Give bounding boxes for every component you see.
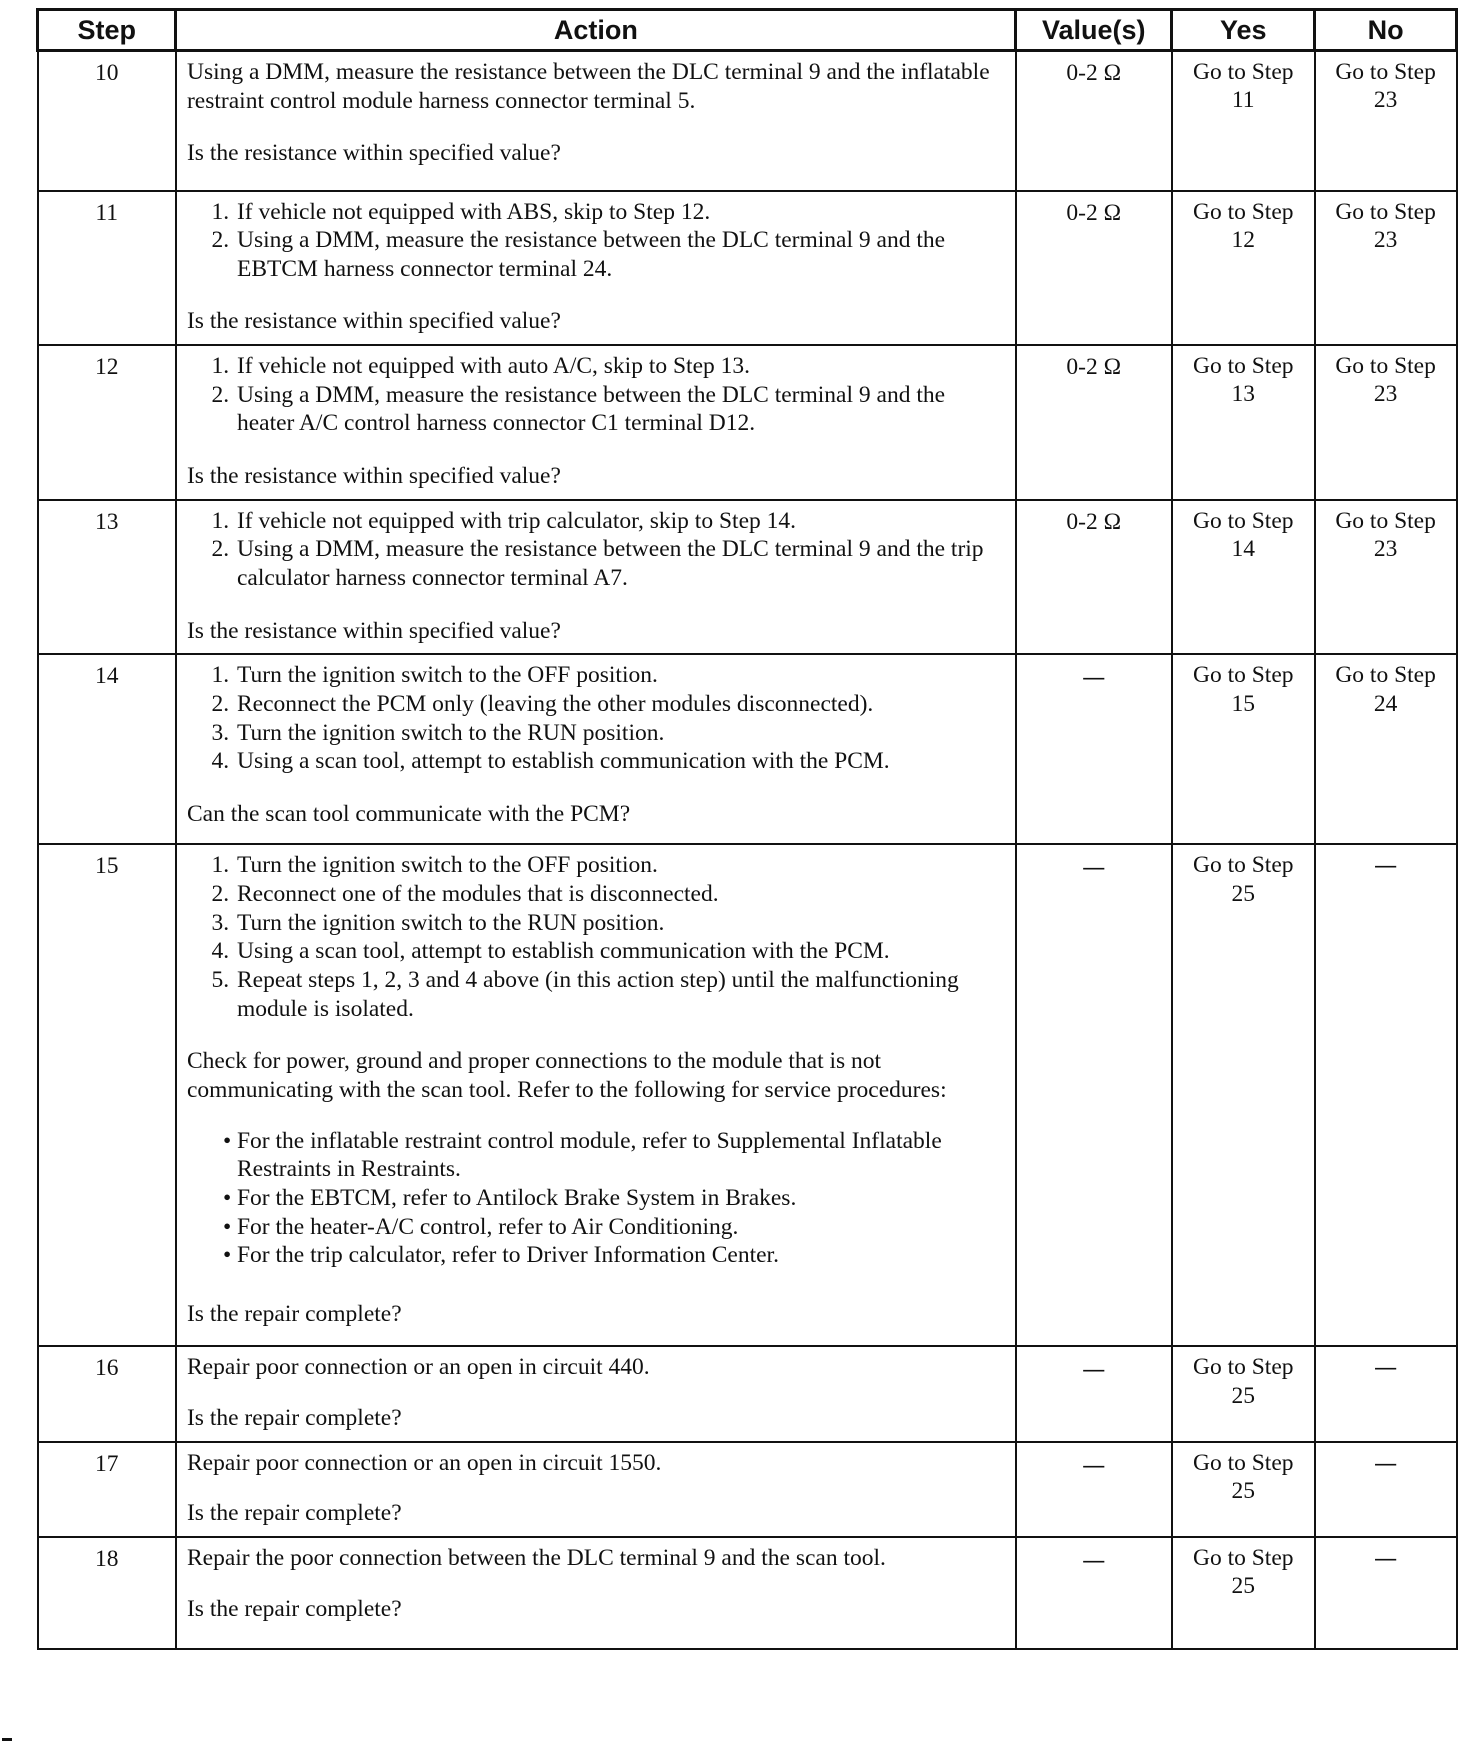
yes-text: Go to Step xyxy=(1192,59,1294,85)
yes-cell xyxy=(1172,345,1315,500)
value-cell: — xyxy=(1016,844,1172,1346)
action-question: Is the resistance within specified value? xyxy=(186,617,561,644)
action-step: 2. Reconnect one of the modules that is disconnected. xyxy=(235,880,1005,909)
action-cell xyxy=(176,500,1016,655)
header-row xyxy=(38,10,1457,51)
action-question: Is the repair complete? xyxy=(186,1595,402,1622)
action-step: 1. Turn the ignition switch to the OFF position. xyxy=(235,661,1005,690)
action-cell xyxy=(176,345,1016,500)
no-step: 23 xyxy=(1373,535,1398,562)
table-row xyxy=(38,1442,1457,1537)
no-text: — xyxy=(1373,1353,1398,1382)
step-number: 18 xyxy=(38,1537,176,1649)
yes-step: 25 xyxy=(1231,1382,1255,1409)
no-text: — xyxy=(1373,851,1398,880)
no-step: 24 xyxy=(1373,690,1398,717)
action-step: 1. If vehicle not equipped with ABS, skip to Step 12. xyxy=(235,198,1005,227)
step-number: 10 xyxy=(38,51,176,191)
action-text: Repair poor connection or an open in circuit 440. xyxy=(186,1354,650,1381)
reference-item: • For the trip calculator, refer to Driver Information Center. xyxy=(223,1241,1005,1270)
header-values: Value(s) xyxy=(1016,10,1172,51)
no-step: 23 xyxy=(1373,87,1398,114)
reference-list xyxy=(187,1127,1005,1270)
reference-item: • For the heater-A/C control, refer to Air Conditioning. xyxy=(223,1213,1005,1242)
yes-step: 13 xyxy=(1231,381,1255,408)
action-step: 1. If vehicle not equipped with auto A/C, skip to Step 13. xyxy=(235,352,1005,381)
action-step: 4. Using a scan tool, attempt to establish communication with the PCM. xyxy=(235,747,1005,776)
yes-step: 11 xyxy=(1231,87,1255,114)
yes-text: Go to Step xyxy=(1192,198,1294,225)
action-steps xyxy=(187,851,1005,1023)
no-cell xyxy=(1315,844,1457,1346)
action-step: 1. If vehicle not equipped with trip calculator, skip to Step 14. xyxy=(235,507,1005,536)
step-number: 13 xyxy=(38,500,176,655)
action-question: Is the repair complete? xyxy=(186,1500,402,1527)
yes-text: Go to Step xyxy=(1192,353,1294,380)
yes-step: 14 xyxy=(1231,535,1255,562)
value-cell: — xyxy=(1016,1442,1172,1537)
action-cell xyxy=(176,1346,1016,1441)
header-step: Step xyxy=(38,10,176,51)
action-cell xyxy=(176,51,1016,191)
value-cell: 0-2 Ω xyxy=(1016,191,1172,346)
action-step: 5. Repeat steps 1, 2, 3 and 4 above (in this action step) until the malfunctioning module is isolated. xyxy=(235,966,1005,1023)
yes-cell xyxy=(1172,500,1315,655)
step-number: 11 xyxy=(38,191,176,346)
table-row xyxy=(38,500,1457,655)
no-text: Go to Step xyxy=(1335,662,1436,689)
action-steps xyxy=(187,507,1005,593)
table-row xyxy=(38,844,1457,1346)
no-text: Go to Step xyxy=(1335,507,1436,534)
no-text: — xyxy=(1373,1448,1398,1477)
action-step: 3. Turn the ignition switch to the RUN position. xyxy=(235,719,1005,748)
yes-step: 25 xyxy=(1231,1477,1255,1504)
action-cell xyxy=(176,844,1016,1346)
no-cell xyxy=(1315,500,1457,655)
step-number: 14 xyxy=(38,654,176,844)
yes-cell xyxy=(1172,191,1315,346)
value-cell: 0-2 Ω xyxy=(1016,500,1172,655)
action-step: 2. Using a DMM, measure the resistance between the DLC terminal 9 and the EBTCM harness connector terminal 24. xyxy=(235,226,1005,283)
step-number: 17 xyxy=(38,1442,176,1537)
action-step: 3. Turn the ignition switch to the RUN position. xyxy=(235,909,1005,938)
step-number: 16 xyxy=(38,1346,176,1441)
action-step: 4. Using a scan tool, attempt to establish communication with the PCM. xyxy=(235,937,1005,966)
no-step: 23 xyxy=(1373,381,1398,408)
action-text: Repair the poor connection between the DLC terminal 9 and the scan tool. xyxy=(186,1545,886,1571)
table-row xyxy=(38,1346,1457,1441)
yes-cell xyxy=(1172,844,1315,1346)
yes-text: Go to Step xyxy=(1192,852,1294,879)
step-number: 12 xyxy=(38,345,176,500)
yes-step: 25 xyxy=(1231,880,1255,907)
action-cell xyxy=(176,1442,1016,1537)
action-question: Is the resistance within specified value? xyxy=(186,140,561,167)
table-row xyxy=(38,1537,1457,1649)
action-steps xyxy=(187,661,1005,776)
action-question: Can the scan tool communicate with the PCM? xyxy=(186,801,631,827)
no-cell xyxy=(1315,1442,1457,1537)
action-step: 2. Reconnect the PCM only (leaving the other modules disconnected). xyxy=(235,690,1005,719)
action-step: 1. Turn the ignition switch to the OFF position. xyxy=(235,851,1005,880)
action-cell xyxy=(176,654,1016,844)
diagnostic-table-page xyxy=(36,8,1458,1650)
no-text: Go to Step xyxy=(1335,353,1436,380)
step-number: 15 xyxy=(38,844,176,1346)
action-step: 2. Using a DMM, measure the resistance between the DLC terminal 9 and the heater A/C control harness connector C1 terminal D12. xyxy=(235,381,1005,438)
action-text: Using a DMM, measure the resistance between the DLC terminal 9 and the inflatable restraint control module harness connector terminal 5. xyxy=(186,59,990,114)
scan-mark xyxy=(2,1738,12,1741)
yes-text: Go to Step xyxy=(1192,662,1294,689)
no-cell xyxy=(1315,345,1457,500)
yes-cell xyxy=(1172,1537,1315,1649)
action-question: Is the resistance within specified value? xyxy=(186,308,561,335)
yes-step: 12 xyxy=(1231,226,1255,253)
reference-item: • For the EBTCM, refer to Antilock Brake System in Brakes. xyxy=(223,1184,1005,1213)
action-question: Is the repair complete? xyxy=(186,1405,402,1432)
action-question: Is the repair complete? xyxy=(186,1300,402,1327)
yes-text: Go to Step xyxy=(1192,1354,1294,1381)
action-text: Repair poor connection or an open in circuit 1550. xyxy=(186,1449,662,1476)
no-cell xyxy=(1315,654,1457,844)
action-cell xyxy=(176,1537,1016,1649)
yes-step: 15 xyxy=(1231,690,1255,717)
value-cell: 0-2 Ω xyxy=(1016,345,1172,500)
yes-cell xyxy=(1172,1442,1315,1537)
value-cell: — xyxy=(1016,1346,1172,1441)
value-cell: 0-2 Ω xyxy=(1016,51,1172,191)
value-cell: — xyxy=(1016,1537,1172,1649)
header-yes: Yes xyxy=(1172,10,1315,51)
yes-step: 25 xyxy=(1231,1573,1255,1600)
value-cell: — xyxy=(1016,654,1172,844)
yes-text: Go to Step xyxy=(1192,1449,1294,1476)
table-row xyxy=(38,345,1457,500)
action-cell xyxy=(176,191,1016,346)
action-steps xyxy=(187,198,1005,284)
action-question: Is the resistance within specified value? xyxy=(186,463,561,490)
yes-cell xyxy=(1172,51,1315,191)
table-row xyxy=(38,191,1457,346)
action-note: Check for power, ground and proper connections to the module that is not communicating with the scan tool. Refer to the following for service procedures: xyxy=(186,1048,947,1103)
no-cell xyxy=(1315,1537,1457,1649)
no-cell xyxy=(1315,191,1457,346)
yes-cell xyxy=(1172,654,1315,844)
diagnostic-table xyxy=(36,8,1458,1650)
no-text: Go to Step xyxy=(1335,198,1436,225)
table-row xyxy=(38,51,1457,191)
action-step: 2. Using a DMM, measure the resistance between the DLC terminal 9 and the trip calculator harness connector terminal A7. xyxy=(235,535,1005,592)
table-row xyxy=(38,654,1457,844)
reference-item: • For the inflatable restraint control module, refer to Supplemental Inflatable Restraints in Restraints. xyxy=(223,1127,1005,1184)
no-text: Go to Step xyxy=(1335,59,1436,85)
no-cell xyxy=(1315,1346,1457,1441)
no-cell xyxy=(1315,51,1457,191)
header-action: Action xyxy=(176,10,1016,51)
header-no: No xyxy=(1315,10,1457,51)
yes-text: Go to Step xyxy=(1192,1545,1294,1571)
yes-cell xyxy=(1172,1346,1315,1441)
no-step: 23 xyxy=(1373,226,1398,253)
yes-text: Go to Step xyxy=(1192,507,1294,534)
no-text: — xyxy=(1373,1544,1398,1572)
action-steps xyxy=(187,352,1005,438)
